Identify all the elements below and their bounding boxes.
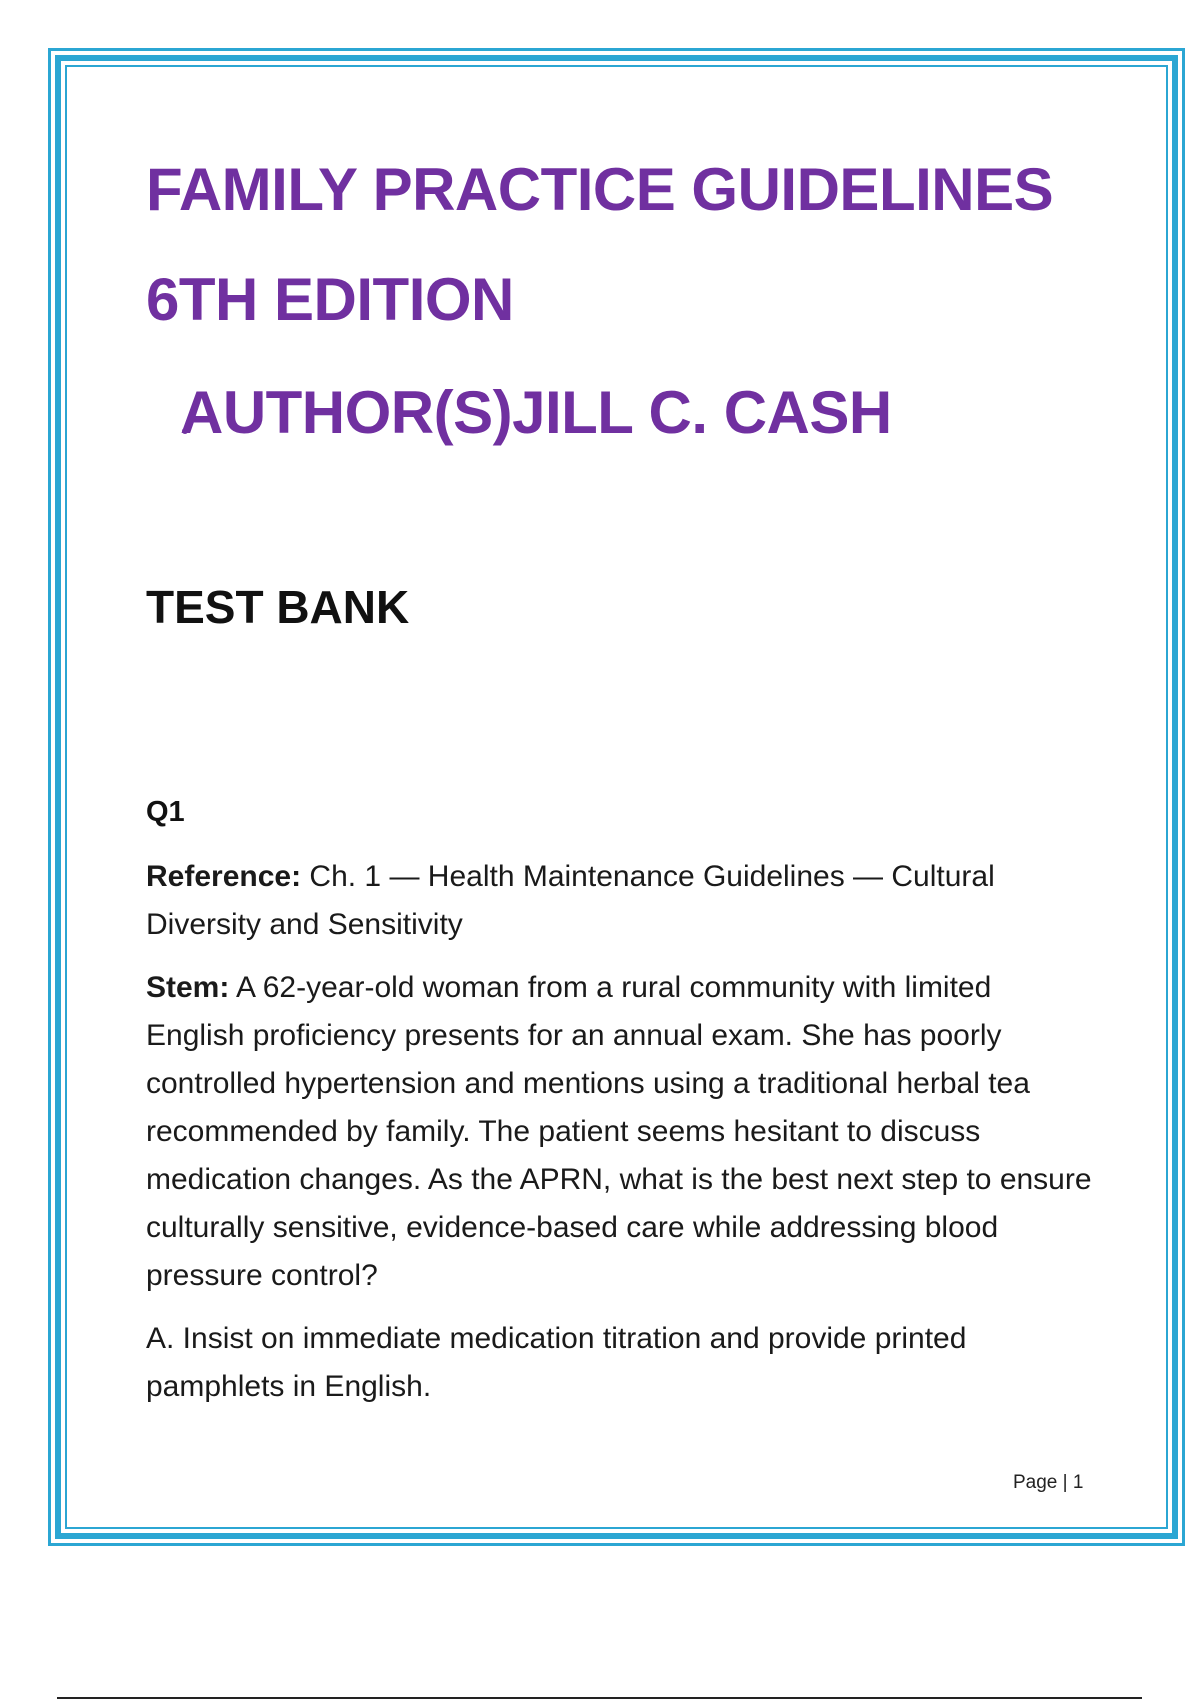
answer-option-a: A. Insist on immediate medication titration and provide printed pamphlets in English. — [146, 1322, 967, 1403]
reference-text: Ch. 1 — Health Maintenance Guidelines — Cultural Diversity and Sensitivity — [146, 860, 995, 941]
reference-label: Reference: — [146, 860, 302, 893]
bottom-divider — [57, 1697, 1142, 1699]
title-line-3: AUTHOR(S)JILL C. CASH — [180, 379, 892, 446]
stem-text: A 62-year-old woman from a rural community with limited English proficiency presents for an annual exam. She has poorly controlled hypertension and mentions using a traditional herbal tea recommended by family. The patient seems hesitant to discuss medication changes. As the APRN, what is the best next step to ensure culturally sensitive, evidence-based care while addressing blood pressure control? — [146, 971, 1092, 1292]
page-number: Page | 1 — [1013, 1472, 1084, 1493]
stem-label: Stem: — [146, 971, 230, 1004]
title-line-2: 6TH EDITION — [146, 266, 514, 333]
question-number: Q1 — [146, 796, 185, 828]
question-reference — [146, 853, 1096, 949]
question-stem — [146, 964, 1096, 1300]
title-line-1: FAMILY PRACTICE GUIDELINES — [146, 156, 1054, 223]
subtitle-test-bank: TEST BANK — [146, 581, 410, 633]
